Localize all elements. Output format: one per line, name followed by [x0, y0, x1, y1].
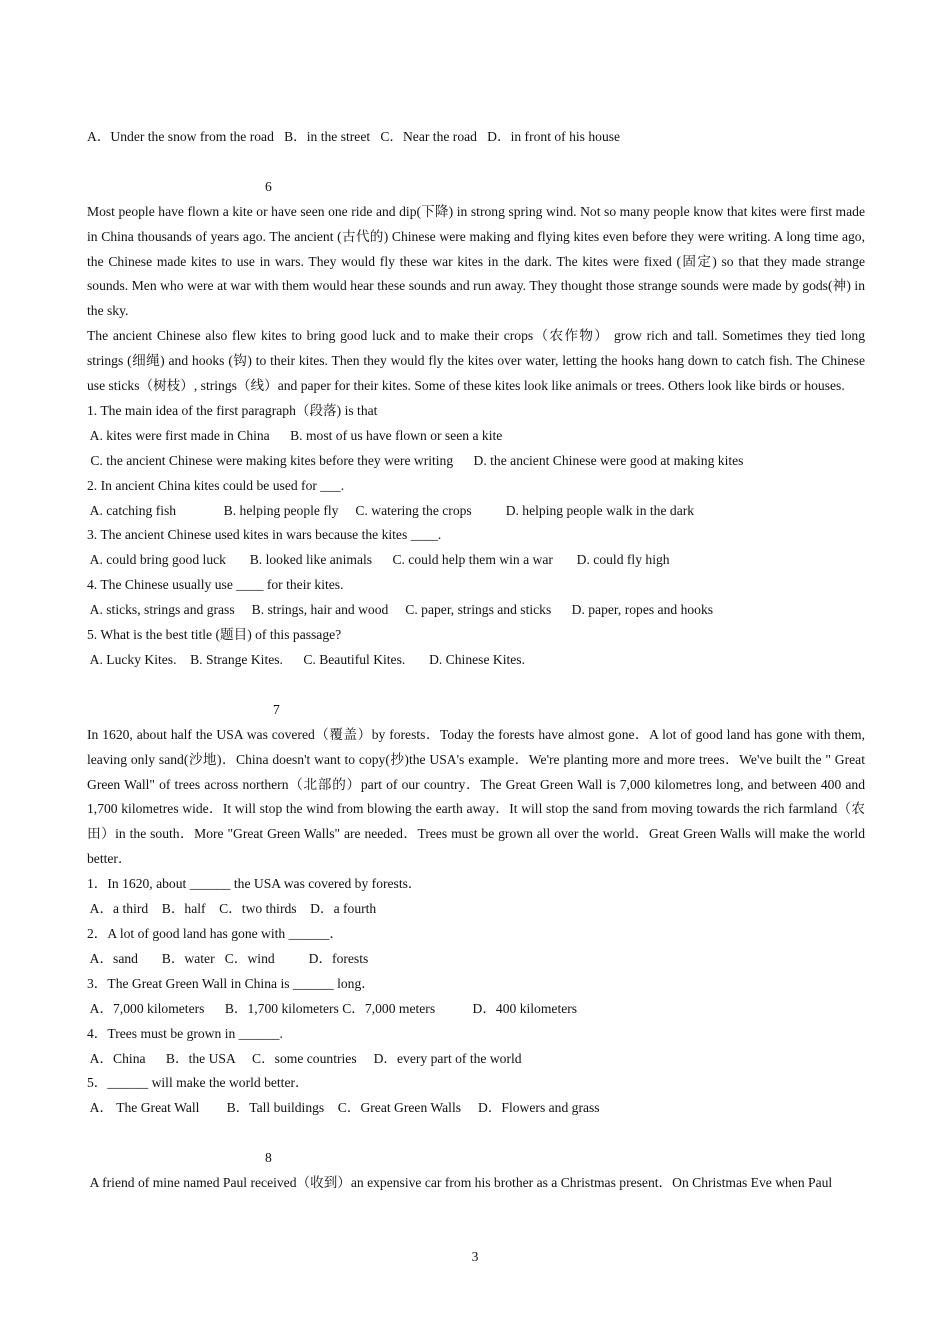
passage-number: 7: [273, 701, 280, 717]
passage-number: 6: [265, 178, 272, 194]
question: 3．The Great Green Wall in China is ______ long．: [87, 975, 375, 991]
paragraph: The ancient Chinese also flew kites to bring good luck and to make their crops（农作物） grow rich and tall. Sometimes they tied long strings (细绳) and hooks (钩) to their kites. Then they would fly the kites over water, letting the hooks hang down to catch fish. The Chinese use sticks（树枝）, strings（线）and paper for their kites. Some of these kites look like animals or trees. Others look like birds or houses.: [87, 328, 865, 394]
question-options: A. kites were first made in China B. most of us have flown or seen a kite: [87, 427, 503, 443]
paragraph: In 1620, about half the USA was covered（覆盖）by forests．Today the forests have almost gone．A lot of good land has gone with them, leaving only sand(沙地)．China doesn't want to copy(抄)the USA's example．We're planting more and more trees．We've built the " Great Green Wall" of trees across northern（北部的）part of our country．The Great Green Wall is 7,000 kilometres long, and between 400 and 1,700 kilometres wide．It will stop the wind from blowing the earth away．It will stop the sand from moving towards the rich farmland（农田）in the south．More "Great Green Walls" are needed．Trees must be grown all over the world．Great Green Walls will make the world better．: [87, 726, 865, 867]
question-options: C. the ancient Chinese were making kites before they were writing D. the ancient Chinese were good at making kites: [87, 452, 744, 468]
question: 2. In ancient China kites could be used for ___.: [87, 477, 345, 493]
passage-number: 8: [265, 1150, 272, 1166]
page-content: [87, 125, 865, 1196]
question: 1. The main idea of the first paragraph（段落) is that: [87, 402, 378, 418]
question-options: A．sand B．water C．wind D．forests: [87, 950, 369, 966]
question: 1．In 1620, about ______ the USA was covered by forests．: [87, 876, 422, 892]
question-options: A．a third B．half C．two thirds D．a fourth: [87, 901, 377, 917]
question-options: A. could bring good luck B. looked like animals C. could help them win a war D. could fly high: [87, 552, 670, 568]
question-options: A. sticks, strings and grass B. strings, hair and wood C. paper, strings and sticks D. paper, ropes and hooks: [87, 602, 714, 618]
paragraph-first-line: A friend of mine named Paul received（收到）an expensive car from his brother as a Christmas present．On Christmas Eve when Paul: [87, 1175, 833, 1191]
question: 4. The Chinese usually use ____ for their kites.: [87, 577, 344, 593]
question: 5．______ will make the world better．: [87, 1075, 309, 1091]
paragraph: Most people have flown a kite or have seen one ride and dip(下降) in strong spring wind. Not so many people know that kites were first made in China thousands of years ago. The ancient (古代的) Chinese were making and flying kites even before they were writing. A long time ago, the Chinese made kites to use in wars. They would fly these war kites in the dark. The kites were fixed (固定) so that they made strange sounds. Men who were at war with them would hear these sounds and run away. They thought those strange sounds were made by gods(神) in the sky.: [87, 203, 865, 319]
question: 3. The ancient Chinese used kites in wars because the kites ____.: [87, 527, 442, 543]
question: 5. What is the best title (题目) of this passage?: [87, 627, 342, 643]
question: 2．A lot of good land has gone with ______．: [87, 925, 343, 941]
question-options: A. Lucky Kites. B. Strange Kites. C. Beautiful Kites. D. Chinese Kites.: [87, 652, 525, 668]
question-options: A．China B．the USA C．some countries D．every part of the world: [87, 1050, 522, 1066]
question: 4．Trees must be grown in ______.: [87, 1025, 283, 1041]
question-options: A. catching fish B. helping people fly C. watering the crops D. helping people walk in the dark: [87, 502, 695, 518]
question-options: A．7,000 kilometers B．1,700 kilometers C．7,000 meters D．400 kilometers: [87, 1000, 578, 1016]
question-options: A． The Great Wall B．Tall buildings C．Great Green Walls D．Flowers and grass: [87, 1100, 600, 1116]
page-number: 3: [471, 1249, 479, 1264]
answer-options-line: A．Under the snow from the road B．in the street C．Near the road D．in front of his house: [87, 129, 621, 144]
